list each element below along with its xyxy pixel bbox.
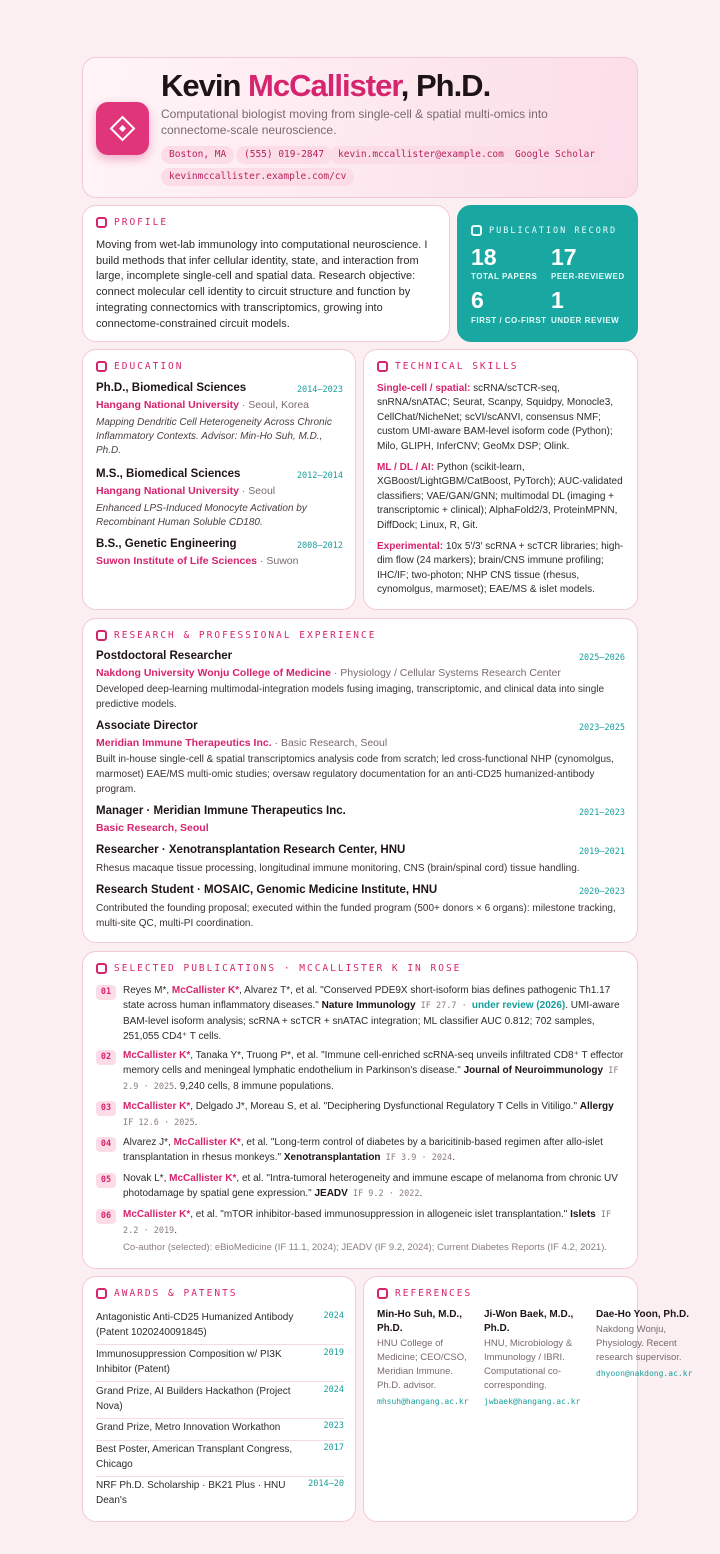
education-heading: EDUCATION <box>96 361 183 372</box>
publication-number: 01 <box>96 985 116 1000</box>
contact-location: Boston, MA <box>161 146 234 164</box>
degree-years: 2012–2014 <box>296 471 343 481</box>
technical-skills-heading: TECHNICAL SKILLS <box>377 361 519 372</box>
role-title: Research Student · MOSAIC, Genomic Medicine Institute, HNU <box>96 884 438 896</box>
publication-entry: McCallister K*, Tanaka Y*, Truong P*, et al. "Immune cell-enriched scRNA-seq unveils infiltrated CD8⁺ T effector memory cells and meningeal lymphatic endothelium in Parkinson's disease." Journal of Neuroimmunology IF 2.9 · 2025. 9,240 cells, 8 immune populations. <box>123 1050 624 1092</box>
reference-description: HNU College of Medicine; CEO/CSO, Meridian Immune. Ph.D. advisor. <box>377 1338 467 1391</box>
publication-entry: Reyes M*, McCallister K*, Alvarez T*, et al. "Conserved PDE9X short-isoform bias defines pathogenic Th1.17 state across human inflammatory diseases." Nature Immunology IF 27.7 · under review (2026). UMI-aware BAM-level isoform analysis; scRNA + scTCR + snATAC integration; ML classifier AUC 0.812; 702 samples, 251,055 CD4⁺ T cells. <box>123 985 620 1042</box>
publication-record-card <box>457 205 638 342</box>
degree-thesis: Enhanced LPS-Induced Monocyte Activation by Recombinant Human Soluble CD180. <box>96 503 307 528</box>
degree-institution: Suwon Institute of Life Sciences · Suwon <box>96 555 299 567</box>
role-years: 2021–2023 <box>578 808 625 818</box>
role-organization: Nakdong University Wonju College of Medicine · Physiology / Cellular Systems Research Center <box>96 667 561 679</box>
role-years: 2020–2023 <box>578 887 625 897</box>
stat-first-author-value: 6 <box>471 287 484 313</box>
award-item: Immunosuppression Composition w/ PI3K Inhibitor (Patent) 2019 <box>96 1348 344 1382</box>
coauthor-note: Co-author (selected): eBioMedicine (IF 11.1, 2024); JEADV (IF 9.2, 2024); Current Diabetes Reports (IF 4.2, 2021). <box>123 1242 608 1253</box>
profile-text: Moving from wet-lab immunology into computational neuroscience. I build methods that infer cellular identity, state, and interaction from large, incomplete single-cell and spatial data. Research objective: connect molecular cell identity to circuit structure and function by integrating connectomics with transcriptomics, growing into connectome-constrained circuit models. <box>96 239 428 330</box>
publication-number: 04 <box>96 1137 116 1152</box>
contact-email[interactable]: kevin.mccallister@example.com <box>330 146 512 164</box>
degree-title: Ph.D., Biomedical Sciences <box>96 382 247 394</box>
degree-years: 2014–2023 <box>296 385 343 395</box>
skill-group: ML / DL / AI: Python (scikit-learn, XGBoost/LightGBM/CatBoost, PyTorch); AUC-validated classifiers; VAE/GAN/GNN; multimodal DL (imaging + transcriptomic + clinical); AlphaFold2/3, ProteinMPNN, DiffDock; Linux, R, Git. <box>377 462 623 531</box>
contact-google-scholar[interactable]: Google Scholar <box>507 146 603 164</box>
research-heading: RESEARCH & PROFESSIONAL EXPERIENCE <box>96 630 376 641</box>
square-outline-icon <box>96 217 107 228</box>
square-outline-icon <box>471 225 482 236</box>
degree-title: M.S., Biomedical Sciences <box>96 468 241 480</box>
award-item: Best Poster, American Transplant Congress, Chicago 2017 <box>96 1443 344 1477</box>
awards-heading: AWARDS & PATENTS <box>96 1288 238 1299</box>
reference-name: Dae-Ho Yoon, Ph.D. <box>596 1309 689 1320</box>
role-description: Rhesus macaque tissue processing, longitudinal immune monitoring, CNS (brain/spinal cord) tissue handling. <box>96 863 580 874</box>
profile-card <box>82 205 450 342</box>
awards-patents-card <box>82 1276 356 1522</box>
reference-item <box>484 1308 584 1406</box>
role-organization: Meridian Immune Therapeutics Inc. · Basic Research, Seoul <box>96 737 388 749</box>
reference-description: Nakdong Wonju, Physiology. Recent research supervisor. <box>596 1324 682 1363</box>
reference-name: Ji-Won Baek, M.D., Ph.D. <box>484 1309 574 1334</box>
degree-years: 2008–2012 <box>296 541 343 551</box>
role-title: Postdoctoral Researcher <box>96 650 233 662</box>
reference-name: Min-Ho Suh, M.D., Ph.D. <box>377 1309 462 1334</box>
award-item: Grand Prize, AI Builders Hackathon (Project Nova) 2024 <box>96 1385 344 1419</box>
reference-item <box>596 1308 700 1378</box>
role-years: 2019–2021 <box>578 847 625 857</box>
tagline: Computational biologist moving from single-cell & spatial multi-omics into connectome-scale neuroscience. <box>161 107 548 137</box>
role-years: 2023–2025 <box>578 723 625 733</box>
square-outline-icon <box>96 1288 107 1299</box>
stat-under-review-value: 1 <box>551 287 564 313</box>
stat-under-review-label: UNDER REVIEW <box>551 316 620 325</box>
reference-email[interactable]: jwbaek@hangang.ac.kr <box>484 1397 581 1406</box>
reference-description: HNU, Microbiology & Immunology / IBRI. Computational co-corresponding. <box>484 1338 573 1391</box>
contact-website[interactable]: kevinmccallister.example.com/cv <box>161 168 354 186</box>
skill-group: Single-cell / spatial: scRNA/scTCR-seq, snRNA/snATAC; Seurat, Scanpy, Squidpy, Monocle3, CellChat/NicheNet; scVI/scANVI, consensus NMF; custom UMI-aware BAM-level isoform code (Python); Milo, GLIPH, InferCNV; GeoMx DSP; Olink. <box>377 383 614 452</box>
diamond-logo-icon <box>96 102 149 155</box>
publication-number: 02 <box>96 1050 116 1065</box>
reference-email[interactable]: mhsuh@hangang.ac.kr <box>377 1397 469 1406</box>
stat-peer-reviewed-value: 17 <box>551 244 577 270</box>
stat-total-papers-value: 18 <box>471 244 497 270</box>
header-card <box>82 57 638 198</box>
publication-entry: Alvarez J*, McCallister K*, et al. "Long-term control of diabetes by a baricitinib-based regimen after allo-islet transplantation in rhesus monkeys." Xenotransplantation IF 3.9 · 2024. <box>123 1137 603 1163</box>
square-outline-icon <box>377 1288 388 1299</box>
contact-phone[interactable]: (555) 019-2847 <box>236 146 332 164</box>
publication-entry: Novak L*, McCallister K*, et al. "Intra-tumoral heterogeneity and immune escape of melanoma from chronic UV photodamage by spatial gene expression." JEADV IF 9.2 · 2022. <box>123 1173 618 1199</box>
award-item: NRF Ph.D. Scholarship · BK21 Plus · HNU Dean's 2014–20 <box>96 1479 344 1506</box>
publications-heading: SELECTED PUBLICATIONS · MCCALLISTER K IN ROSE <box>96 963 461 974</box>
publication-number: 03 <box>96 1101 116 1116</box>
award-item: Antagonistic Anti-CD25 Humanized Antibody (Patent 1020240091845) 2024 <box>96 1311 344 1345</box>
role-description: Built in-house single-cell & spatial transcriptomics analysis code from scratch; led cross-functional NHP (cynomolgus, marmoset) EAE/MS multi-omic studies; oversaw regulatory documentation for an anti-CD25 humanized-antibody program. <box>96 754 614 795</box>
degree-title: B.S., Genetic Engineering <box>96 538 237 550</box>
stat-total-papers-label: TOTAL PAPERS <box>471 272 538 281</box>
square-outline-icon <box>96 963 107 974</box>
square-outline-icon <box>96 630 107 641</box>
role-title: Manager · Meridian Immune Therapeutics Inc. <box>96 805 346 817</box>
award-item: Grand Prize, Metro Innovation Workathon 2023 <box>96 1421 344 1441</box>
references-heading: REFERENCES <box>377 1288 472 1299</box>
square-outline-icon <box>96 361 107 372</box>
stat-peer-reviewed-label: PEER-REVIEWED <box>551 272 625 281</box>
degree-institution: Hangang National University · Seoul, Korea <box>96 399 309 411</box>
profile-heading: PROFILE <box>96 217 168 228</box>
square-outline-icon <box>377 361 388 372</box>
skill-group: Experimental: 10x 5′/3′ scRNA + scTCR libraries; high-dim flow (24 markers); brain/CNS immune profiling; IHC/IF; two-photon; NHP CNS tissue (rhesus, cynomolgus, marmoset); EAE/MS & islet models. <box>377 541 624 596</box>
publication-number: 05 <box>96 1173 116 1188</box>
role-title: Associate Director <box>96 720 198 732</box>
role-description: Contributed the founding proposal; executed within the funded program (500+ donors × 6 organs): milestone tracking, multi-site QC, multi-PI coordination. <box>96 903 616 929</box>
reference-email[interactable]: dhyoon@nakdong.ac.kr <box>596 1369 693 1378</box>
publication-number: 06 <box>96 1209 116 1224</box>
selected-publications-card <box>82 951 638 1269</box>
publication-record-heading: PUBLICATION RECORD <box>471 225 617 236</box>
person-name: Kevin McCallister, Ph.D. <box>161 68 491 103</box>
role-description: Developed deep-learning multimodal-integration models fusing imaging, transcriptomic, and clinical data into single predictive models. <box>96 684 605 710</box>
publication-entry: McCallister K*, et al. "mTOR inhibitor-based immunosuppression in allogeneic islet transplantation." Islets IF 2.2 · 2019. <box>123 1209 612 1236</box>
role-years: 2025–2026 <box>578 653 625 663</box>
stat-first-author-label: FIRST / CO-FIRST <box>471 316 547 325</box>
degree-institution: Hangang National University · Seoul <box>96 485 276 497</box>
technical-skills-card <box>363 349 638 610</box>
references-card <box>363 1276 693 1522</box>
role-title: Researcher · Xenotransplantation Research Center, HNU <box>96 844 406 856</box>
reference-item <box>377 1308 477 1406</box>
research-experience-card <box>82 618 638 943</box>
publication-entry: McCallister K*, Delgado J*, Moreau S, et al. "Deciphering Dysfunctional Regulatory T Cells in Vitiligo." Allergy IF 12.6 · 2025. <box>123 1101 614 1128</box>
education-card <box>82 349 356 610</box>
role-organization: Basic Research, Seoul <box>96 822 209 834</box>
degree-thesis: Mapping Dendritic Cell Heterogeneity Across Chronic Inflammatory Contexts. Advisor: Min-Ho Suh, M.D., Ph.D. <box>96 417 332 456</box>
